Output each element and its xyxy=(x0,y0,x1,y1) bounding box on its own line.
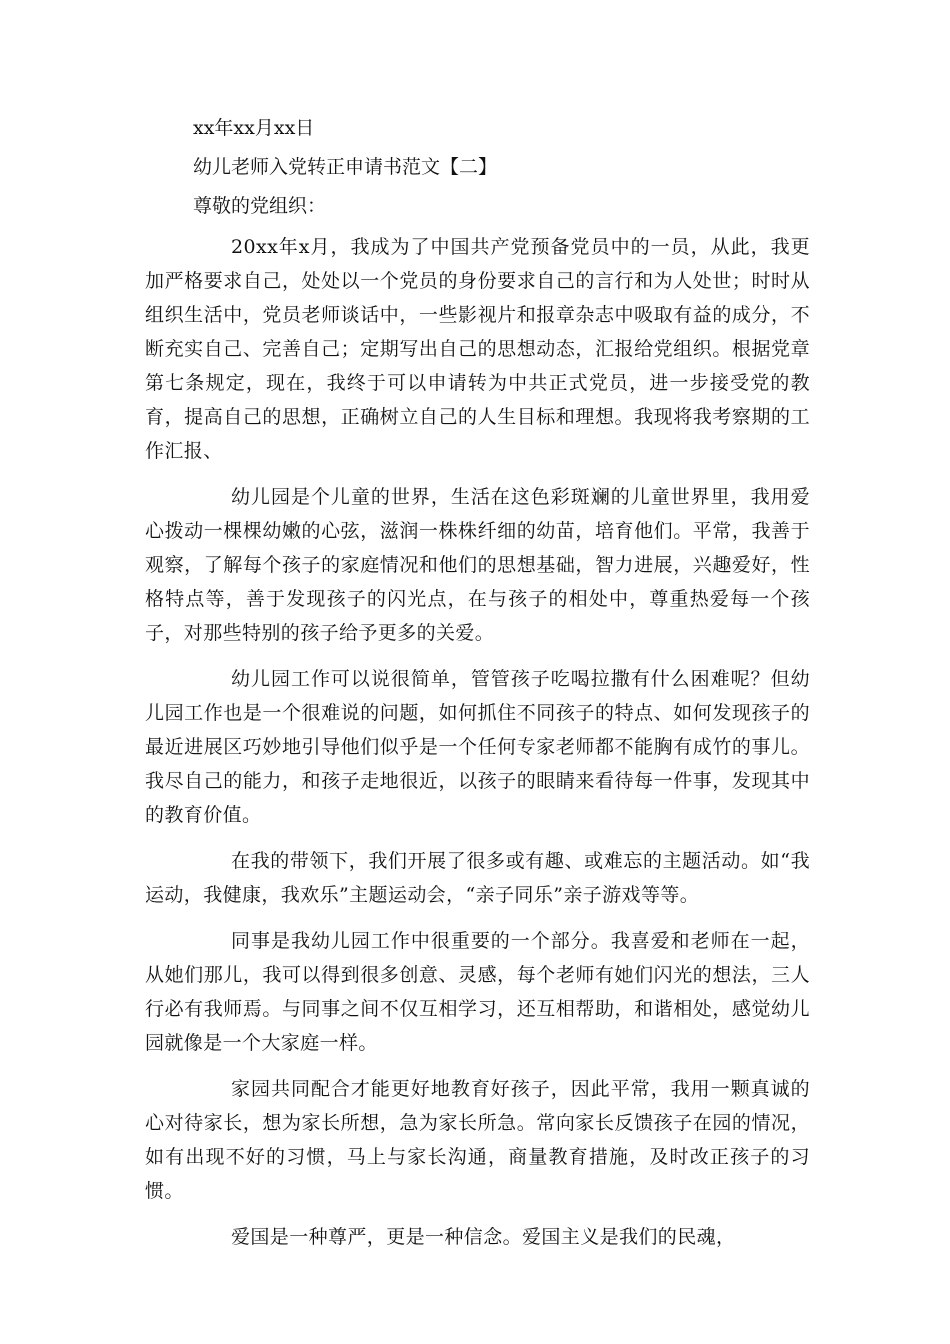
document-body xyxy=(145,113,810,1266)
paragraph: 家园共同配合才能更好地教育好孩子，因此平常，我用一颗真诚的心对待家长，想为家长所想，急为家长所急。常向家长反馈孩子在园的情况，如有出现不好的习惯，马上与家长沟通，商量教育措施，及时改正孩子的习惯。 xyxy=(145,1078,810,1202)
paragraph: 20xx年x月，我成为了中国共产党预备党员中的一员，从此，我更加严格要求自己，处处以一个党员的身份要求自己的言行和为人处世；时时从组织生活中，党员老师谈话中，一些影视片和报章杂志中吸取有益的成分，不断充实自己、完善自己；定期写出自己的思想动态，汇报给党组织。根据党章第七条规定，现在，我终于可以申请转为中共正式党员，进一步接受党的教育，提高自己的思想，正确树立自己的人生目标和理想。我现将我考察期的工作汇报、 xyxy=(145,236,810,462)
paragraph: 在我的带领下，我们开展了很多或有趣、或难忘的主题活动。如“我运动，我健康，我欢乐”主题运动会，“亲子同乐”亲子游戏等等。 xyxy=(145,850,810,906)
paragraph: 爱国是一种尊严，更是一种信念。爱国主义是我们的民魂， xyxy=(231,1226,736,1248)
paragraph: 同事是我幼儿园工作中很重要的一个部分。我喜爱和老师在一起，从她们那儿，我可以得到很多创意、灵感，每个老师有她们闪光的想法，三人行必有我师焉。与同事之间不仅互相学习，还互相帮助，和谐相处，感觉幼儿园就像是一个大家庭一样。 xyxy=(145,930,810,1054)
document-title: 幼儿老师入党转正申请书范文【二】 xyxy=(193,156,498,178)
salutation: 尊敬的党组织： xyxy=(193,195,327,217)
paragraph: 幼儿园是个儿童的世界，生活在这色彩斑斓的儿童世界里，我用爱心拨动一棵棵幼嫩的心弦，滋润一株株纤细的幼苗，培育他们。平常，我善于观察，了解每个孩子的家庭情况和他们的思想基础，智力进展，兴趣爱好，性格特点等，善于发现孩子的闪光点，在与孩子的相处中，尊重热爱每一个孩子，对那些特别的孩子给予更多的关爱。 xyxy=(145,486,810,644)
paragraph: 幼儿园工作可以说很简单，管管孩子吃喝拉撒有什么困难呢？但幼儿园工作也是一个很难说的问题，如何抓住不同孩子的特点、如何发现孩子的最近进展区巧妙地引导他们似乎是一个任何专家老师都不能胸有成竹的事儿。我尽自己的能力，和孩子走地很近，以孩子的眼睛来看待每一件事，发现其中的教育价值。 xyxy=(145,668,810,826)
date-line: xx年xx月xx日 xyxy=(193,117,315,139)
